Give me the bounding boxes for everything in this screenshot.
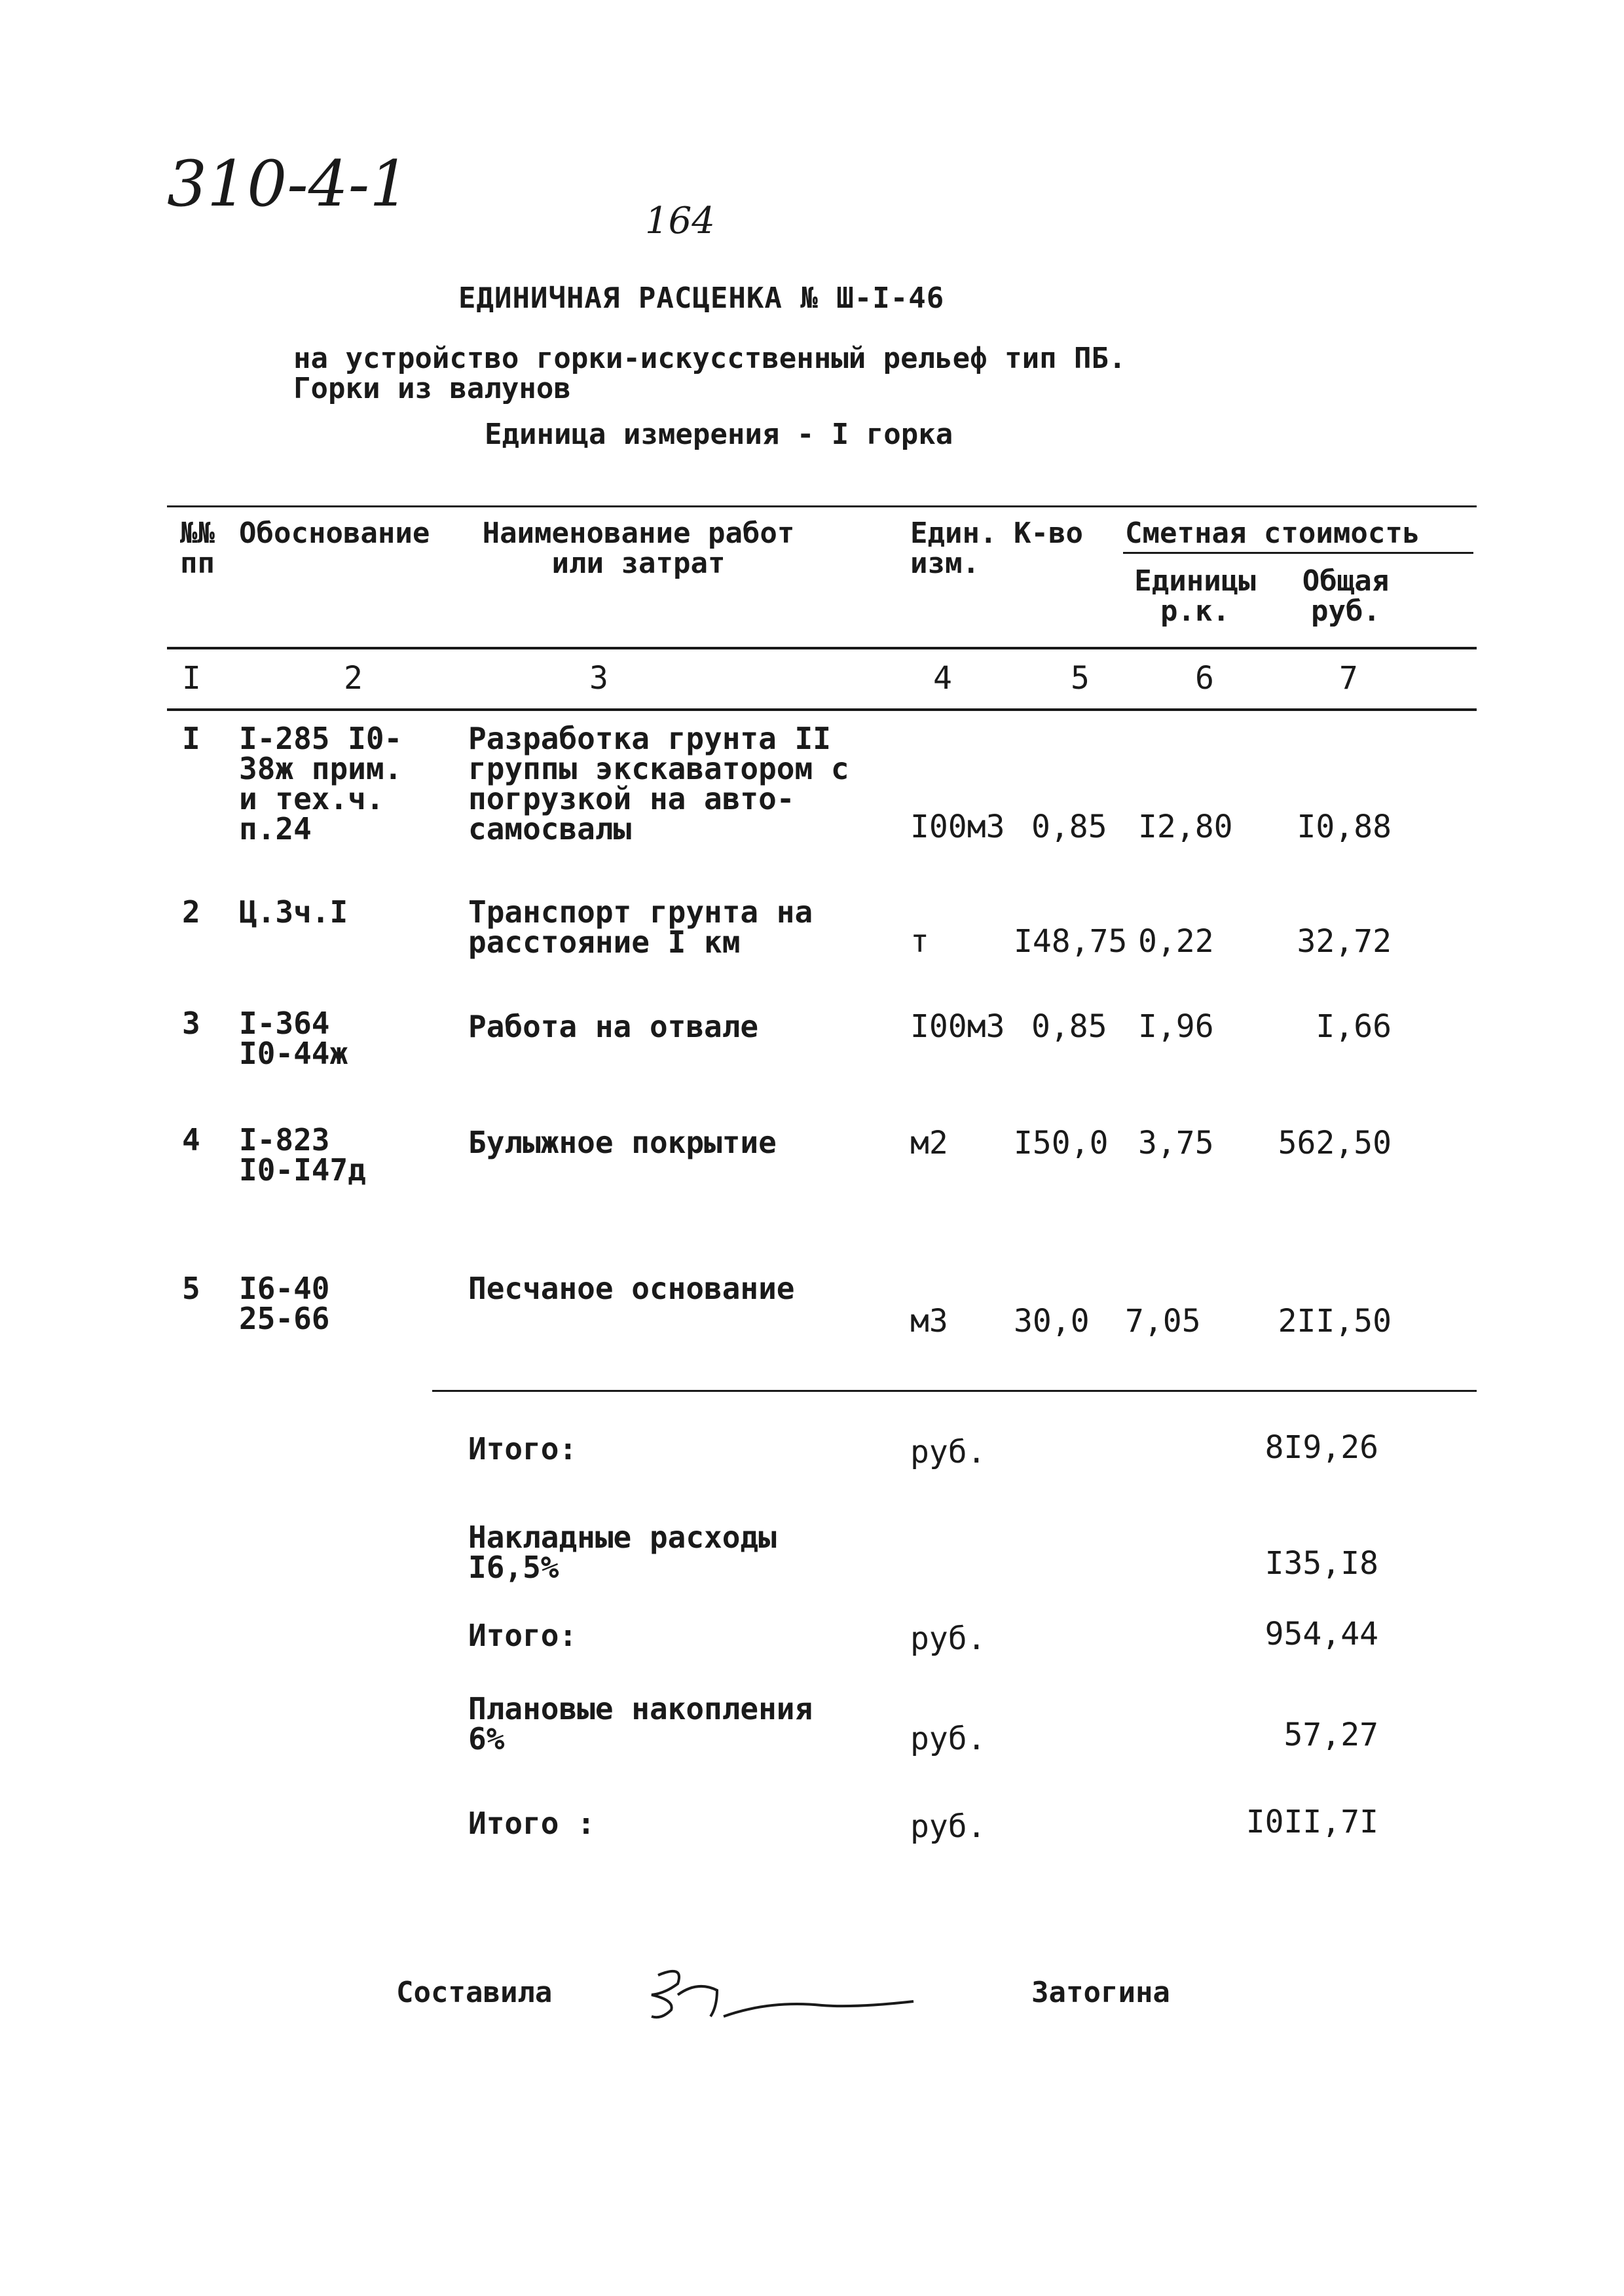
table-row-unit-cost: I2,80 [1138, 809, 1233, 845]
table-row-unit: т [910, 923, 929, 960]
table-row-total: 2II,50 [1278, 1303, 1392, 1339]
overhead-value: I35,I8 [1264, 1545, 1378, 1582]
table-row-unit-cost: 3,75 [1138, 1125, 1214, 1161]
table-row-total: 32,72 [1297, 923, 1392, 960]
header-total-cost: Общая руб. [1302, 564, 1390, 628]
total-label: Итого: [468, 1618, 578, 1653]
total-label: Итого: [468, 1431, 578, 1467]
document-subtitle-line1: на устройство горки-искусственный рельеф тип ПБ. [293, 342, 1126, 375]
table-row-unit-cost: 7,05 [1125, 1303, 1201, 1339]
table-row-name: Песчаное основание [468, 1271, 795, 1306]
cost-group-underline [1123, 552, 1473, 554]
unit-of-measure: Единица измерения - I горка [485, 418, 953, 451]
table-row-num: 4 [182, 1122, 200, 1157]
planned-savings-label: Плановые накопления 6% [468, 1691, 813, 1757]
header-name: Наименование работ или затрат [482, 517, 795, 580]
table-row-unit: I00м3 [910, 809, 1005, 845]
document-subtitle-line2: Горки из валунов [293, 372, 571, 405]
overhead-label: Накладные расходы I6,5% [468, 1520, 777, 1585]
col-number: 2 [344, 660, 363, 697]
handwritten-page-number: 164 [645, 200, 715, 242]
signature-image [638, 1954, 927, 2033]
total-unit: руб. [910, 1620, 986, 1657]
grand-total-label: Итого : [468, 1806, 595, 1841]
table-header-rule [167, 647, 1477, 649]
table-row-name: Разработка грунта II группы экскаватором с погрузкой на авто-самосвалы [468, 721, 849, 847]
table-row-qty: 30,0 [1014, 1303, 1090, 1339]
col-number: 7 [1339, 660, 1358, 697]
table-row-qty: 0,85 [1031, 1008, 1107, 1045]
table-row-num: I [182, 721, 200, 756]
table-row-unit: м3 [910, 1303, 948, 1339]
document-title: ЕДИНИЧНАЯ РАСЦЕНКА № Ш-I-46 [458, 282, 945, 315]
header-num: №№ пп [180, 517, 215, 580]
total-value: 8I9,26 [1264, 1429, 1378, 1466]
table-row-qty: I50,0 [1014, 1125, 1109, 1161]
table-row-unit-cost: I,96 [1138, 1008, 1214, 1045]
col-number: 5 [1071, 660, 1090, 697]
compiled-by-name: Затогина [1031, 1976, 1170, 2009]
table-row-name: Транспорт грунта на расстояние I км [468, 894, 813, 960]
col-number: I [182, 660, 201, 697]
table-row-basis: I-364 I0-44ж [239, 1006, 348, 1071]
table-row-basis: Ц.3ч.I [239, 894, 348, 930]
table-row-basis: I6-40 25-66 [239, 1271, 330, 1336]
table-row-name: Булыжное покрытие [468, 1125, 777, 1160]
header-unit-cost: Единицы р.к. [1134, 564, 1256, 628]
total-value: 954,44 [1264, 1616, 1378, 1652]
totals-rule [432, 1390, 1477, 1392]
table-row-qty: 0,85 [1031, 809, 1107, 845]
table-row-total: 562,50 [1278, 1125, 1392, 1161]
table-row-unit: м2 [910, 1125, 948, 1161]
table-row-name: Работа на отвале [468, 1009, 759, 1044]
compiled-by-label: Составила [396, 1976, 553, 2009]
column-number-rule [167, 708, 1477, 711]
header-qty: К-во [1014, 517, 1083, 550]
col-number: 6 [1195, 660, 1214, 697]
header-cost-group: Сметная стоимость [1125, 517, 1420, 550]
table-row-basis: I-285 I0-38ж прим. и тех.ч. п.24 [239, 721, 403, 847]
col-number: 4 [933, 660, 952, 697]
header-basis: Обоснование [239, 517, 430, 550]
table-top-rule [167, 505, 1477, 507]
col-number: 3 [589, 660, 608, 697]
grand-total-unit: руб. [910, 1808, 986, 1845]
table-row-unit: I00м3 [910, 1008, 1005, 1045]
table-row-num: 2 [182, 894, 200, 930]
header-unit: Един. изм. [910, 517, 997, 580]
table-row-unit-cost: 0,22 [1138, 923, 1214, 960]
total-unit: руб. [910, 1434, 986, 1470]
grand-total-value: I0II,7I [1246, 1804, 1378, 1840]
planned-savings-unit: руб. [910, 1721, 986, 1757]
table-row-basis: I-823 I0-I47д [239, 1122, 366, 1188]
table-row-qty: I48,75 [1014, 923, 1128, 960]
table-row-num: 5 [182, 1271, 200, 1306]
handwritten-code: 310-4-1 [167, 147, 410, 221]
table-row-num: 3 [182, 1006, 200, 1041]
table-row-total: I0,88 [1297, 809, 1392, 845]
table-row-total: I,66 [1316, 1008, 1392, 1045]
planned-savings-value: 57,27 [1283, 1717, 1378, 1753]
